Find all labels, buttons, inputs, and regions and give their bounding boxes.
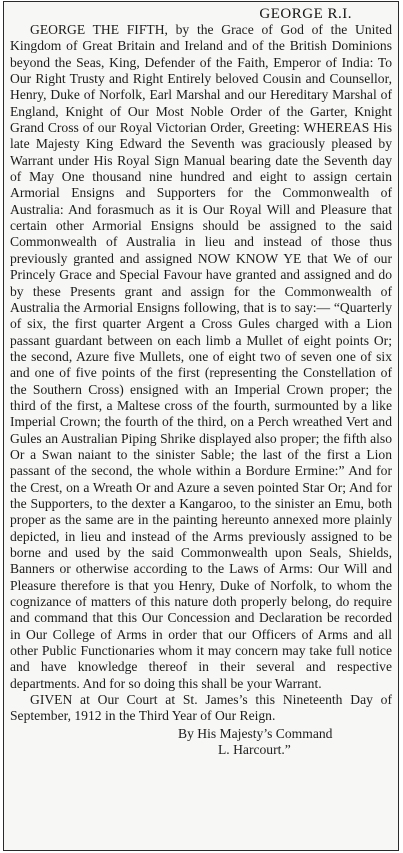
signatory-name: L. Harcourt.” [218,742,291,758]
by-command-line: By His Majesty’s Command [178,725,333,741]
warrant-body-text: GEORGE THE FIFTH, by the Grace of God of the United Kingdom of Great Britain and Ireland and of the British Dominions beyond the Seas, King, Defender of the Faith, Emperor of India: To Our Right Trusty and Right Entirely beloved Cousin and Counsellor, Henry, Duke of Norfolk, Earl Marshal and our Hereditary Marshal of England, Knight of Our Most Noble Order of the Garter, Knight Grand Cross of our Royal Victorian Order, Greeting: WHEREAS His late Majesty King Edward the Seventh was graciously pleased by Warrant under His Royal Sign Manual bearing date the Seventh day of May One thousand nine hundred and eight to assign certain Armorial Ensigns and Supporters for the Commonwealth of Australia: And forasmuch as it is Our Royal Will and Pleasure that certain other Armorial Ensigns should be assigned to the said Commonwealth of Australia in lieu and instead of those thus previously granted and assigned NOW KNOW YE that We of our Princely Grace and Special Favour have granted and assigned and do by these Presents grant and assign for the Commonwealth of Australia the Armorial Ensigns following, that is to say:— “Quarterly of six, the first quarter Argent a Cross Gules charged with a Lion passant guardant between on each limb a Mullet of eight points Or; the second, Azure five Mullets, one of eight two of seven one of six and one of five points of the first (representing the Constellation of the Southern Cross) ensigned with an Imperial Crown proper; the third of the first, a Maltese cross of the fourth, surmounted by a like Imperial Crown; the fourth of the third, on a Perch wreathed Vert and Gules an Australian Piping Shrike displayed also proper; the fifth also Or a Swan naiant to the sinister Sable; the last of the first a Lion passant of the second, the whole within a Bordure Ermine:” And for the Crest, on a Wreath Or and Azure a seven pointed Star Or; And for the Supporters, to the dexter a Kangaroo, to the sinister an Emu, both proper as the same are in the painting hereunto annexed more plainly depicted, in lieu and instead of the Arms previously assigned to be borne and used by the said Commonwealth upon Seals, Shields, Banners or otherwise according to the Laws of Arms: Our Will and Pleasure therefore is that you Henry, Duke of Norfolk, to whom the cognizance of matters of this nature doth properly belong, do require and command that this Our Concession and Declaration be recorded in Our College of Arms in order that our Officers of Arms and all other Public Functionaries whom it may concern may take full notice and have knowledge thereof in their several and respective departments. And for so doing this shall be your Warrant. [10,22,392,691]
newspaper-clipping [3,1,399,851]
given-at-court-text: GIVEN at Our Court at St. James’s this Nineteenth Day of September, 1912 in the Third Year of Our Reign. [10,692,392,724]
document-heading: GEORGE R.I. [259,6,352,22]
